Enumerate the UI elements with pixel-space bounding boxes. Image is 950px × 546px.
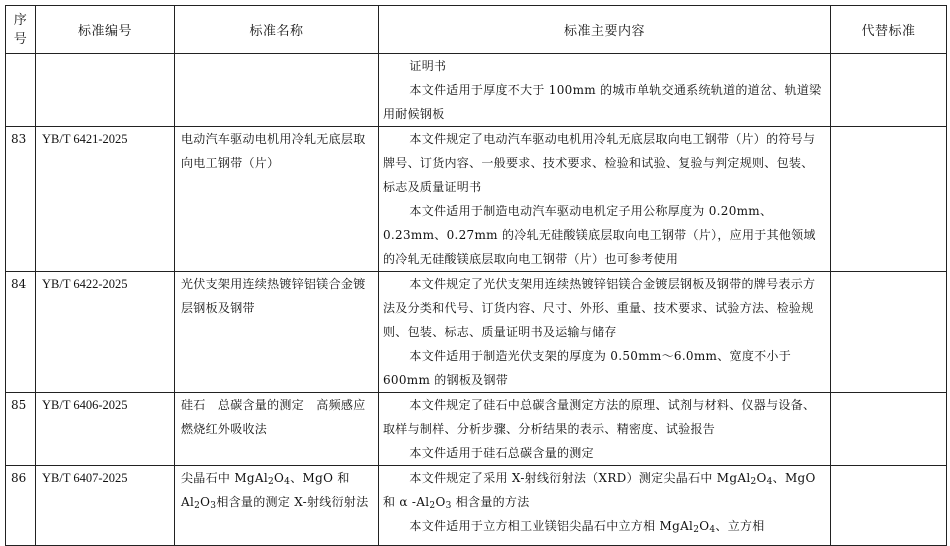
name-text: 尖晶石中 MgAl	[181, 471, 268, 485]
row-num: 85	[6, 393, 36, 466]
content-paragraph: 证明书	[409, 59, 447, 73]
row-code: YB/T 6421-2025	[36, 127, 175, 272]
row-num: 83	[6, 127, 36, 272]
header-replace: 代替标准	[831, 6, 947, 54]
table-header-row	[6, 6, 947, 54]
content-text: 相含量的方法	[451, 495, 530, 509]
row-name	[175, 466, 379, 546]
content-text: 本文件规定了采用 X-射线衍射法（XRD）测定尖晶石中 MgAl	[409, 471, 751, 485]
row-replace	[831, 393, 947, 466]
content-paragraph: 本文件适用于厚度不大于 100mm 的城市单轨交通系统轨道的道岔、轨道梁用耐候钢板	[383, 83, 822, 121]
row-content	[379, 272, 831, 393]
row-name: 电动汽车驱动电机用冷轧无底层取向电工钢带（片）	[175, 127, 379, 272]
table-row	[6, 272, 947, 393]
content-paragraph: 本文件规定了电动汽车驱动电机用冷轧无底层取向电工钢带（片）的符号与牌号、订货内容、一般要求、技术要求、检验和试验、复验与判定规则、包装、标志及质量证明书	[383, 132, 816, 194]
row-num	[6, 54, 36, 127]
content-text: O	[699, 519, 710, 533]
row-content	[379, 127, 831, 272]
content-text: O	[435, 495, 446, 509]
content-paragraph: 本文件适用于制造电动汽车驱动电机定子用公称厚度为 0.20mm、0.23mm、0.27mm 的冷轧无硅酸镁底层取向电工钢带（片），应用于其他领域的冷轧无硅酸镁底层取向电工钢带（片）也可参考使用	[383, 204, 816, 266]
content-text: O	[756, 471, 767, 485]
row-code: YB/T 6406-2025	[36, 393, 175, 466]
content-paragraph	[383, 466, 823, 514]
row-replace	[831, 272, 947, 393]
content-paragraph: 本文件规定了光伏支架用连续热镀锌铝镁合金镀层钢板及钢带的牌号表示方法及分类和代号、订货内容、尺寸、外形、重量、技术要求、试验方法、检验规则、包装、标志、质量证明书及运输与储存	[383, 277, 816, 339]
table-row	[6, 466, 947, 546]
header-seq-label: 序号	[13, 12, 28, 47]
subscript: 2	[429, 501, 436, 511]
header-seq	[6, 6, 36, 54]
name-text: 相含量的测定 X-射线衍射法	[216, 495, 369, 509]
row-content	[379, 466, 831, 546]
subscript: 3	[210, 501, 217, 511]
row-replace	[831, 127, 947, 272]
table-row	[6, 393, 947, 466]
content-paragraph: 本文件适用于制造光伏支架的厚度为 0.50mm～6.0mm、宽度不小于 600mm 的钢板及钢带	[383, 349, 792, 387]
subscript: 2	[750, 477, 757, 487]
content-text: 本文件适用于立方相工业镁铝尖晶石中立方相 MgAl	[409, 519, 694, 533]
table-row	[6, 54, 947, 127]
row-name: 光伏支架用连续热镀锌铝镁合金镀层钢板及钢带	[175, 272, 379, 393]
subscript: 2	[693, 525, 700, 535]
subscript: 3	[445, 501, 452, 511]
name-text: O	[200, 495, 211, 509]
content-paragraph: 本文件规定了硅石中总碳含量测定方法的原理、试剂与材料、仪器与设备、取样与制样、分析步骤、分析结果的表示、精密度、试验报告	[383, 398, 816, 436]
subscript: 2	[194, 501, 201, 511]
row-code: YB/T 6407-2025	[36, 466, 175, 546]
header-code: 标准编号	[36, 6, 175, 54]
row-content	[379, 393, 831, 466]
content-paragraph	[383, 514, 823, 538]
standards-table	[5, 5, 947, 546]
header-content: 标准主要内容	[379, 6, 831, 54]
row-name	[175, 54, 379, 127]
row-code: YB/T 6422-2025	[36, 272, 175, 393]
subscript: 4	[709, 525, 716, 535]
table-row	[6, 127, 947, 272]
name-text: O	[274, 471, 285, 485]
row-name: 硅石 总碳含量的测定 高频感应燃烧红外吸收法	[175, 393, 379, 466]
subscript: 4	[766, 477, 773, 487]
row-num: 86	[6, 466, 36, 546]
subscript: 2	[268, 477, 275, 487]
subscript: 4	[284, 477, 291, 487]
content-text: 、立方相	[715, 519, 765, 533]
row-content	[379, 54, 831, 127]
row-replace	[831, 54, 947, 127]
name-text: 、MgO 和 Al	[181, 471, 350, 509]
row-replace	[831, 466, 947, 546]
content-paragraph: 本文件适用于硅石总碳含量的测定	[409, 446, 594, 460]
row-num: 84	[6, 272, 36, 393]
header-name: 标准名称	[175, 6, 379, 54]
row-code	[36, 54, 175, 127]
content-text: 、MgO 和 α -Al	[383, 471, 816, 509]
